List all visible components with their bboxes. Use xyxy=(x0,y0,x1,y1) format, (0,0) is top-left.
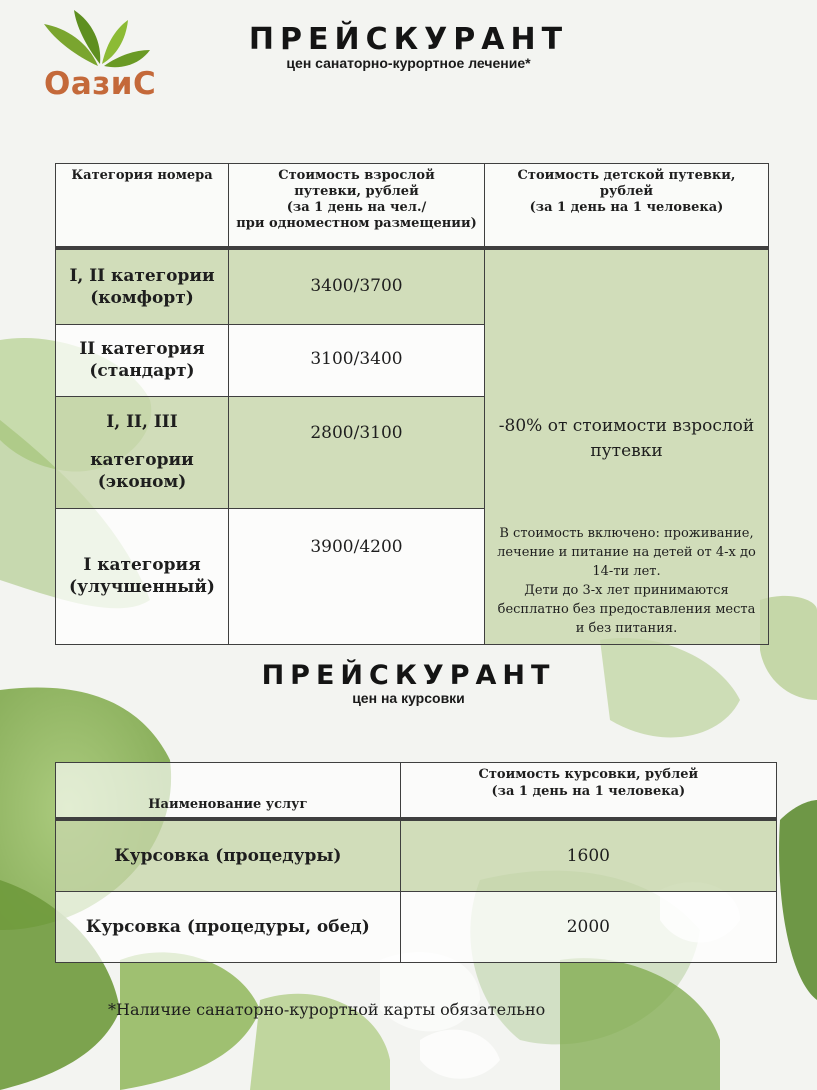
service-price-cell: 2000 xyxy=(400,892,776,963)
logo-text: ОазиС xyxy=(44,66,157,102)
header-child-price: Стоимость детской путевки, рублей (за 1 день на 1 человека) xyxy=(485,164,769,249)
header-category: Категория номера xyxy=(56,164,229,249)
course-price-table xyxy=(55,762,777,963)
category-cell: II категория (стандарт) xyxy=(56,324,229,396)
price-cell: 3100/3400 xyxy=(229,324,485,396)
child-price-note: В стоимость включено: проживание, лечение и питание на детей от 4-х до 14-ти лет. Дети до 3-х лет принимаются бесплатно без предоставления места и без питания. xyxy=(497,526,756,636)
header-adult-price: Стоимость взрослой путевки, рублей (за 1 день на чел./ при одноместном размещении) xyxy=(229,164,485,249)
page-subtitle: цен санаторно-курортное лечение* xyxy=(286,55,531,71)
table-row xyxy=(56,248,769,324)
price-cell: 2800/3100 xyxy=(229,396,485,508)
price-cell: 3900/4200 xyxy=(229,508,485,644)
section-title: ПРЕЙСКУРАНТ xyxy=(261,660,556,691)
section-subtitle: цен на курсовки xyxy=(352,690,465,706)
service-price-cell: 1600 xyxy=(400,819,776,892)
header-course-cost: Стоимость курсовки, рублей (за 1 день на 1 человека) xyxy=(400,763,776,820)
category-cell: I, II, III категории (эконом) xyxy=(56,396,229,508)
service-name-cell: Курсовка (процедуры) xyxy=(56,819,401,892)
category-cell: I категория (улучшенный) xyxy=(56,508,229,644)
service-name-cell: Курсовка (процедуры, обед) xyxy=(56,892,401,963)
accommodation-price-table xyxy=(55,163,769,645)
page-title: ПРЕЙСКУРАНТ xyxy=(248,22,569,57)
footnote: *Наличие санаторно-курортной карты обязательно xyxy=(108,1000,546,1019)
table-row xyxy=(56,819,777,892)
category-cell: I, II категории (комфорт) xyxy=(56,248,229,324)
price-cell: 3400/3700 xyxy=(229,248,485,324)
header-service: Наименование услуг xyxy=(56,763,401,820)
table-row xyxy=(56,892,777,963)
child-price-cell: -80% от стоимости взрослой путевки В стоимость включено: проживание, лечение и питание на детей от 4-х до 14-ти лет. Дети до 3-х лет принимаются бесплатно без предоставления места и без питания. xyxy=(485,248,769,644)
